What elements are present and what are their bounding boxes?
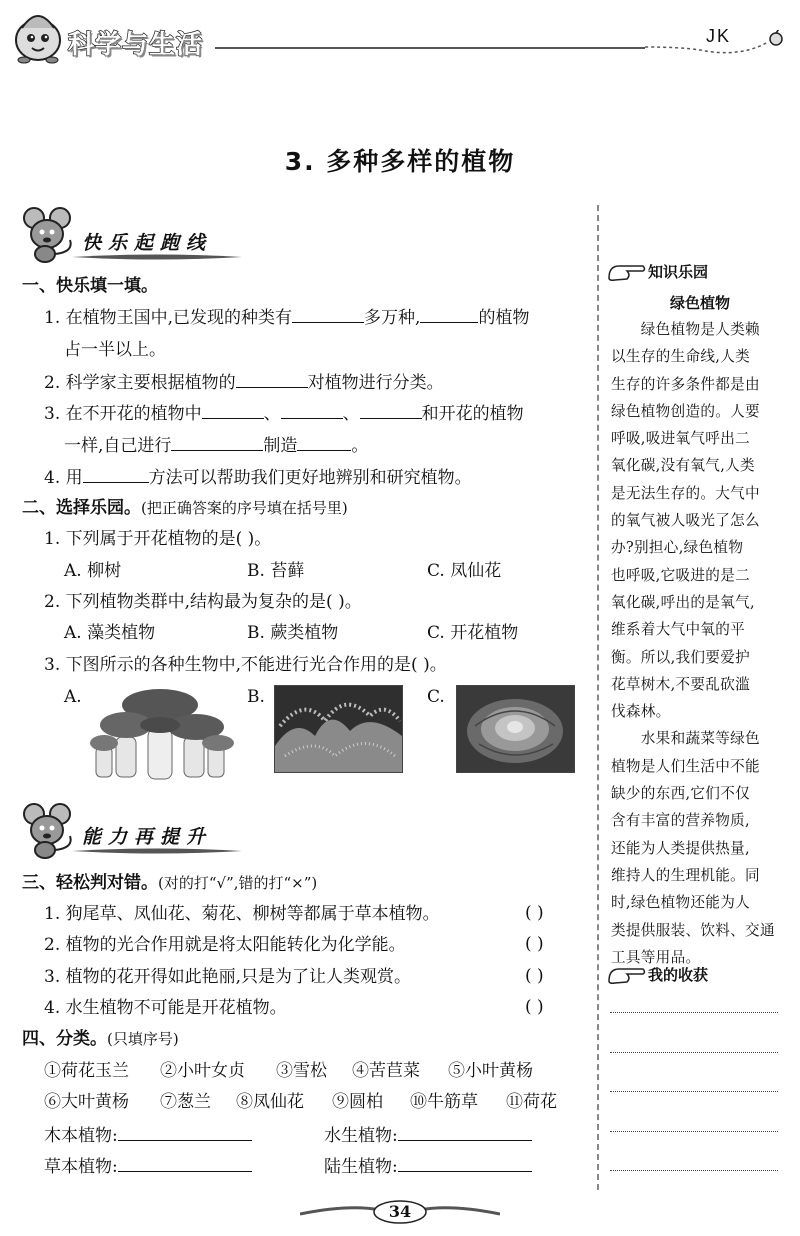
q4-aquatic-row: 水生植物: — [324, 1124, 532, 1147]
pointing-hand-icon — [607, 963, 647, 985]
answer-paren[interactable]: ( ) — [525, 934, 544, 954]
blank[interactable] — [171, 434, 263, 451]
mascot-logo-icon — [8, 6, 68, 66]
blank[interactable] — [118, 1124, 252, 1141]
q4-plant-5: ⑤小叶黄杨 — [448, 1061, 533, 1081]
harvest-line[interactable] — [610, 1091, 778, 1092]
q1-item-1: 1. 在植物王国中,已发现的种类有 多万种, 的植物 — [44, 308, 530, 328]
blank[interactable] — [420, 306, 478, 323]
blank[interactable] — [118, 1155, 252, 1172]
answer-paren[interactable]: ( ) — [525, 966, 544, 986]
q4-woody-row: 木本植物: — [44, 1124, 252, 1147]
q4-plant-11: ⑪荷花 — [506, 1092, 557, 1112]
q3-item-2: 2. 植物的光合作用就是将太阳能转化为化学能。 — [44, 935, 406, 955]
q1-item-3-cont: 一样,自己进行 制造 。 — [64, 436, 369, 456]
q2-item-2-option-c[interactable]: C. 开花植物 — [427, 623, 519, 643]
blank[interactable] — [398, 1155, 532, 1172]
section-underline — [72, 846, 242, 856]
q1-item-3: 3. 在不开花的植物中 、 、 和开花的植物 — [44, 404, 524, 424]
moss-photo — [274, 685, 403, 773]
q2-item-3-stem: 3. 下图所示的各种生物中,不能进行光合作用的是( )。 — [44, 655, 447, 675]
blank[interactable] — [398, 1124, 532, 1141]
q2-item-3-option-a[interactable]: A. — [64, 687, 82, 707]
q2-item-1-stem: 1. 下列属于开花植物的是( )。 — [44, 529, 272, 549]
blank[interactable] — [236, 371, 308, 388]
harvest-line[interactable] — [610, 1012, 778, 1013]
q2-item-2-option-b[interactable]: B. 蕨类植物 — [247, 623, 339, 643]
blank[interactable] — [281, 402, 343, 419]
section-title-warmup: 快乐起跑线 — [82, 232, 213, 254]
harvest-line[interactable] — [610, 1131, 778, 1132]
q3-heading: 三、轻松判对错。(对的打“√”,错的打“×”) — [22, 873, 318, 893]
q4-land-row: 陆生植物: — [324, 1155, 532, 1178]
answer-paren[interactable]: ( ) — [525, 903, 544, 923]
q4-plant-1: ①荷花玉兰 — [44, 1061, 129, 1081]
series-title: 科学与生活 — [68, 30, 204, 60]
q1-item-2: 2. 科学家主要根据植物的 对植物进行分类。 — [44, 373, 444, 393]
q4-heading: 四、分类。(只填序号) — [22, 1029, 179, 1049]
q2-item-3-option-b[interactable]: B. — [247, 687, 265, 707]
q3-item-4: 4. 水生植物不可能是开花植物。 — [44, 998, 287, 1018]
q2-item-1-option-b[interactable]: B. 苔藓 — [247, 561, 305, 581]
mushroom-photo — [90, 685, 236, 783]
flower-photo — [456, 685, 575, 773]
q4-plant-10: ⑩牛筋草 — [410, 1092, 478, 1112]
q2-item-3-option-c[interactable]: C. — [427, 687, 445, 707]
harvest-title: 我的收获 — [648, 966, 709, 984]
edition-mark: JK — [706, 26, 732, 46]
pointing-hand-icon — [607, 260, 647, 282]
q4-plant-9: ⑨圆柏 — [332, 1092, 383, 1112]
q2-item-1-option-a[interactable]: A. 柳树 — [64, 561, 122, 581]
blank[interactable] — [292, 306, 364, 323]
q4-plant-7: ⑦葱兰 — [160, 1092, 211, 1112]
q4-plant-6: ⑥大叶黄杨 — [44, 1092, 129, 1112]
q1-item-4: 4. 用 方法可以帮助我们更好地辨别和研究植物。 — [44, 468, 472, 488]
blank[interactable] — [297, 434, 351, 451]
q1-item-1-cont: 占一半以上。 — [64, 340, 166, 360]
harvest-line[interactable] — [610, 1170, 778, 1171]
article-body: 绿色植物是人类赖 以生存的生命线,人类 生存的许多条件都是由 绿色植物创造的。人要 呼吸,吸进氧气呼出二 氧化碳,没有氧气,人类 是无法生存的。大气中 的氧气被人吸光了怎么 办?别担心,绿色植物 也呼吸,它吸进的是二 氧化碳,呼出的是氧气, 维系着大气中氧的平 衡。所以,我们要爱护 花草树木,不要乱砍滥 伐森林。 水果和蔬菜等绿色 植物是人们生活中不能 缺少的东西,它们不仅 含有丰富的营养物质, 还能为人类提供热量, 维持人的生理机能。同 时,绿色植物还能为人 类提供服装、饮料、交通 工具等用品。 — [611, 321, 775, 966]
blank[interactable] — [360, 402, 422, 419]
q4-plant-4: ④苦苣菜 — [352, 1061, 420, 1081]
answer-paren[interactable]: ( ) — [525, 997, 544, 1017]
q4-herb-row: 草本植物: — [44, 1155, 252, 1178]
page-number: 34 — [388, 1202, 412, 1221]
header-rule — [215, 47, 645, 49]
q1-heading: 一、快乐填一填。 — [22, 276, 158, 296]
blank[interactable] — [202, 402, 264, 419]
lesson-title: 3. 多种多样的植物 — [284, 147, 516, 176]
q2-item-2-option-a[interactable]: A. 藻类植物 — [64, 623, 156, 643]
harvest-line[interactable] — [610, 1052, 778, 1053]
q3-item-1: 1. 狗尾草、凤仙花、菊花、柳树等都属于草本植物。 — [44, 904, 440, 924]
blank[interactable] — [83, 466, 149, 483]
q2-heading: 二、选择乐园。(把正确答案的序号填在括号里) — [22, 498, 348, 518]
q4-plant-3: ③雪松 — [276, 1061, 327, 1081]
article-title: 绿色植物 — [669, 294, 730, 312]
q2-item-1-option-c[interactable]: C. 凤仙花 — [427, 561, 502, 581]
q2-item-2-stem: 2. 下列植物类群中,结构最为复杂的是( )。 — [44, 592, 362, 612]
section-underline — [72, 252, 242, 262]
column-divider — [597, 205, 599, 1190]
q4-plant-2: ②小叶女贞 — [160, 1061, 245, 1081]
section-title-advance: 能力再提升 — [82, 826, 213, 848]
knowledge-title: 知识乐园 — [648, 263, 709, 281]
q4-plant-8: ⑧凤仙花 — [236, 1092, 304, 1112]
q3-item-3: 3. 植物的花开得如此艳丽,只是为了让人类观赏。 — [44, 967, 412, 987]
